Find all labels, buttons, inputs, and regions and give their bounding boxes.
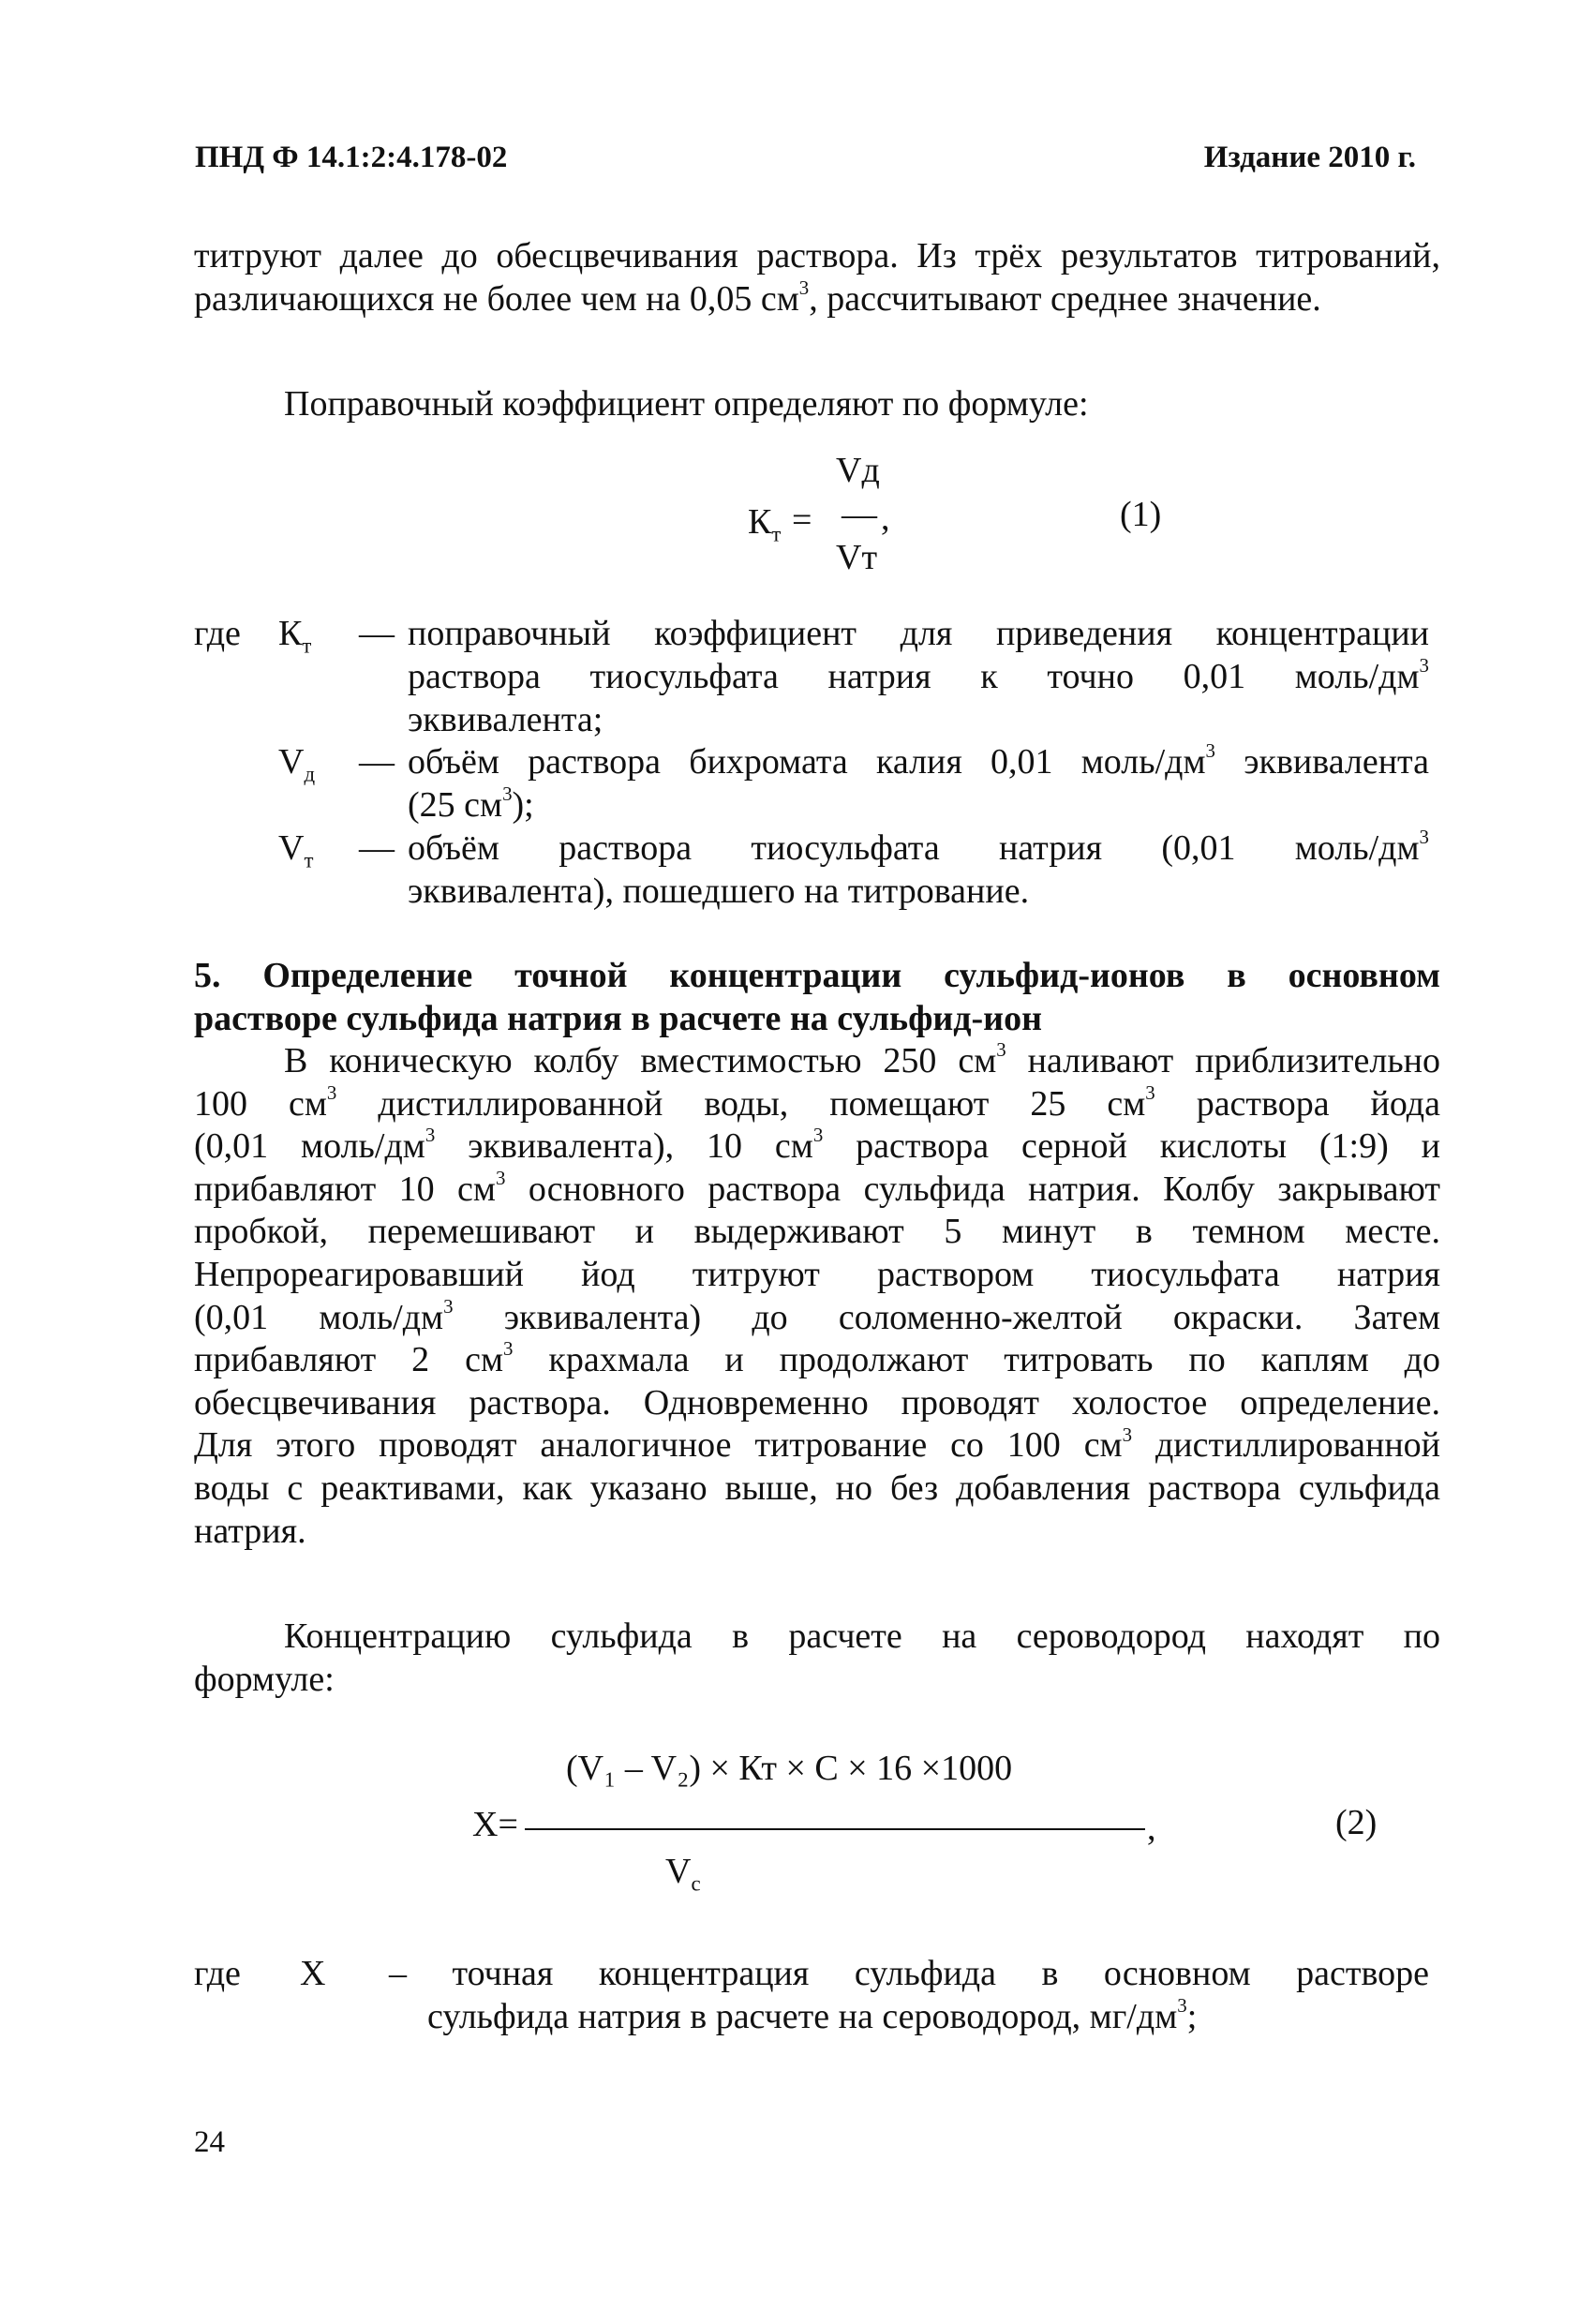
section5-paragraph: В коническую колбу вместимостью 250 $см^3$ наливают приблизительно 100 $см^3$ дистиллированной воды, помещают 25 $см^3$ раствора йода (0,01 моль/$дм^3$ эквивалента), 10 $см^3$ раствора серной кислоты (1:9) и прибавляют 10 $см^3$ основного раствора сульфида натрия. Колбу закрывают пробкой, перемешивают и выдерживают 5 минут в темном месте. Непрореагировавший йод титруют раствором тиосульфата натрия (0,01 моль/$дм^3$ эквивалента) до соломенно-желтой окраски. Затем прибавляют 2 $см^3$ крахмала и продолжают титровать по каплям до обесцвечивания раствора. Одновременно проводят холостое определение. Для этого проводят аналогичное титрование со 100 $см^3$ дистиллированной воды с реактивами, как указано выше, но без добавления раствора сульфида натрия. [194, 1038, 1441, 1551]
formula-1 [731, 445, 1199, 576]
formula1-eq: = [792, 500, 812, 540]
formula1-dash: — [842, 495, 877, 534]
defs1-where: где [194, 614, 241, 653]
formula1-number: (1) [1120, 495, 1162, 534]
section5-heading: 5. Определение точной концентрации сульфид-ионов в основном растворе сульфида натрия в расчете на сульфид-ион [194, 956, 1440, 1038]
formula2-denominator: $V_с$ [665, 1852, 701, 1896]
formula1-lhs: $К_т$ [748, 502, 782, 546]
formula-2 [469, 1748, 1406, 1898]
def-kt-text: поправочный коэффициент для приведения концентрации раствора тиосульфата натрия к точно 0,01 моль/$дм^3$ эквивалента; [408, 614, 1429, 739]
formula1-numerator: Vд [836, 451, 880, 490]
formula1-intro: Поправочный коэффициент определяют по формуле: [284, 384, 1089, 424]
formula2-numerator: (V₁ – V₂) × Кт × С × 16 ×1000 [566, 1749, 1013, 1788]
formula2-intro: Концентрацию сульфида в расчете на сероводород находят по формуле: [194, 1616, 1440, 1699]
formula2-comma: , [1147, 1809, 1156, 1848]
page-number: 24 [194, 2125, 225, 2159]
def-x-symbol: X [300, 1954, 326, 1993]
def-vd-symbol: $V_д$ [278, 742, 316, 786]
def-kt-dash: — [359, 614, 395, 653]
def-vd-text: объём раствора бихромата калия 0,01 моль/$дм^3$ эквивалента (25 $см^3$); [408, 739, 1429, 825]
defs2-where: где [194, 1954, 241, 1993]
def-vt-dash: — [359, 828, 395, 868]
def-vt-text: объём раствора тиосульфата натрия (0,01 моль/$дм^3$ эквивалента), пошедшего на титрование. [408, 826, 1429, 911]
def-x-text: – точная концентрация сульфида в основном растворе сульфида натрия в расчете на сероводород, $мг/дм^3$; [389, 1954, 1430, 2036]
formula1-denominator: Vт [836, 538, 878, 577]
intro-paragraph: титруют далее до обесцвечивания раствора. Из трёх результатов титрований, различающихся не более чем на 0,05 $см^3$, рассчитывают среднее значение. [194, 236, 1440, 319]
edition-label: Издание 2010 г. [1203, 141, 1416, 174]
def-kt-symbol: $К_т$ [278, 614, 312, 658]
def-vd-dash: — [359, 742, 395, 782]
formula2-number: (2) [1335, 1803, 1378, 1842]
formula1-comma: , [881, 499, 890, 538]
formula2-fraction-line [525, 1828, 1145, 1830]
formula2-lhs: X= [472, 1805, 518, 1844]
document-code: ПНД Ф 14.1:2:4.178-02 [195, 141, 508, 174]
def-vt-symbol: $V_т$ [278, 828, 314, 872]
